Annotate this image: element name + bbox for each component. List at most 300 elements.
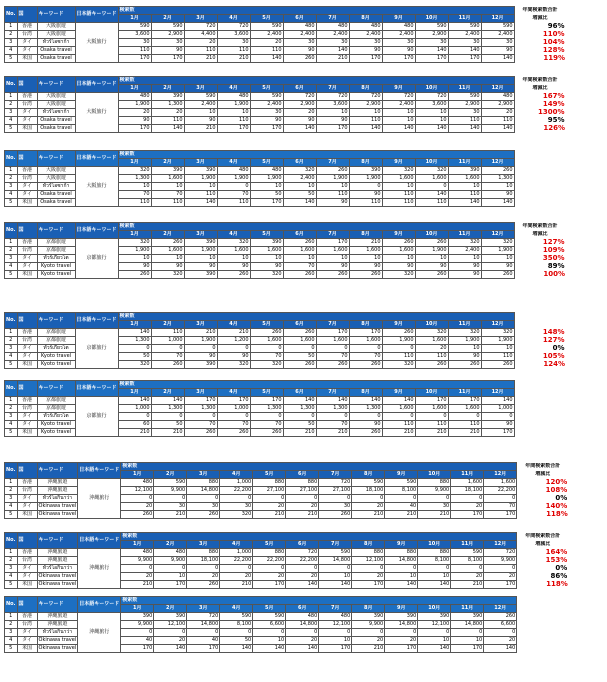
volume-cell: 590 [451,549,484,557]
jp-keyword-cell: 沖縄旅行 [78,549,121,589]
volume-cell: 720 [484,549,517,557]
volume-cell: 2,400 [349,31,382,39]
pct-cell [514,397,566,405]
volume-cell: 20 [286,503,319,511]
month-header: 9月 [385,541,418,549]
volume-cell: 90 [349,263,382,271]
volume-cell: 50 [250,191,283,199]
volume-cell: 90 [184,263,217,271]
volume-cell: 0 [286,565,319,573]
row-number: 4 [5,353,18,361]
pct-cell: 109% [542,246,565,254]
volume-cell: 40 [385,503,418,511]
volume-cell: 720 [283,93,316,101]
volume-cell: 90 [316,199,349,207]
volume-cell: 140 [118,397,151,405]
header-jp-keyword: 日本語キーワード [78,597,121,613]
country-cell: タイ [17,183,37,191]
month-header: 3月 [184,389,217,397]
volume-cell: 210 [220,581,253,589]
header-country: 国 [17,223,37,239]
volume-cell: 10 [382,109,415,117]
month-header: 8月 [352,605,385,613]
table-row [5,167,567,175]
keyword-cell: Okinawa travel [38,511,77,517]
volume-cell: 2,900 [283,101,316,109]
volume-cell: 0 [418,565,451,573]
keyword-cell: Osaka travel [37,47,75,55]
volume-cell: 90 [283,117,316,125]
volume-cell: 12,100 [418,621,451,629]
row-number: 3 [5,255,18,263]
volume-cell: 70 [217,421,250,429]
volume-cell: 10 [316,109,349,117]
volume-cell: 170 [118,55,151,63]
row-number: 1 [5,613,18,621]
volume-cell: 30 [250,109,283,117]
volume-cell: 170 [217,397,250,405]
jp-keyword-cell: 京都旅行 [75,239,118,279]
volume-cell: 720 [319,479,352,487]
volume-cell: 140 [184,199,217,207]
volume-cell: 210 [283,429,316,437]
volume-cell: 210 [154,511,187,519]
volume-cell: 170 [154,581,187,589]
volume-cell: 0 [250,413,283,421]
volume-cell: 170 [352,581,385,589]
volume-cell: 480 [481,93,514,101]
month-header: 11月 [448,321,481,329]
volume-cell: 170 [250,199,283,207]
volume-cell: 9,900 [154,487,187,495]
month-header: 12月 [484,605,517,613]
volume-cell: 1,600 [415,175,448,183]
volume-cell: 1,000 [220,479,253,487]
volume-cell: 30 [418,503,451,511]
country-cell: タイ [17,565,37,573]
month-header: 11月 [451,471,484,479]
header-pct-line1: 年間検索数合計 [514,223,566,231]
row-number: 3 [5,565,18,573]
volume-cell: 170 [451,511,484,519]
volume-cell: 260 [250,429,283,437]
keyword-cell: ทัวร์โอซาก้า [37,183,75,191]
month-header: 12月 [481,389,514,397]
row-number: 1 [5,239,18,247]
volume-cell: 110 [415,199,448,207]
volume-cell: 0 [484,629,517,637]
volume-cell: 170 [349,55,382,63]
month-header: 5月 [250,389,283,397]
volume-cell: 0 [121,629,154,637]
month-header: 2月 [151,231,184,239]
table-row [5,397,567,405]
month-header: 12月 [481,321,514,329]
volume-cell: 50 [283,353,316,361]
volume-cell: 320 [448,239,481,247]
data-table [4,380,567,437]
volume-cell: 260 [481,271,514,279]
volume-cell: 90 [184,353,217,361]
month-header: 8月 [349,321,382,329]
header-no: No. [5,151,18,167]
volume-cell: 70 [349,353,382,361]
keyword-cell: Kyoto travel [37,263,75,271]
volume-cell: 320 [481,239,514,247]
volume-cell: 22,200 [286,557,319,565]
pct-cell: 140% [545,502,568,510]
volume-cell: 2,400 [448,247,481,255]
month-header: 10月 [418,471,451,479]
volume-cell: 170 [253,581,286,589]
keyword-cell: 大阪旅遊 [37,23,75,31]
volume-cell: 1,300 [184,405,217,413]
row-number: 1 [5,397,18,405]
month-header: 1月 [118,85,151,93]
volume-cell: 260 [382,239,415,247]
header-no: No. [5,533,18,549]
header-no: No. [5,463,18,479]
country-cell: 香港 [17,329,37,337]
row-number: 2 [5,337,18,345]
pct-cell: 153% [545,556,568,564]
volume-cell: 210 [352,645,385,653]
volume-cell: 20 [220,573,253,581]
row-number: 5 [5,645,18,653]
pct-cell [517,613,569,621]
volume-cell: 90 [481,191,514,199]
volume-cell: 260 [283,329,316,337]
volume-cell: 170 [151,55,184,63]
volume-cell: 1,900 [316,175,349,183]
volume-cell: 1,600 [451,479,484,487]
volume-cell: 12,100 [352,557,385,565]
volume-cell: 480 [154,549,187,557]
month-header: 5月 [250,159,283,167]
volume-cell: 20 [121,503,154,511]
volume-cell: 260 [349,271,382,279]
keyword-cell: ทัวร์โอซาก้า [37,109,75,117]
volume-cell: 140 [286,645,319,653]
volume-cell: 90 [382,263,415,271]
pct-cell: 350% [542,254,565,262]
volume-cell: 140 [418,581,451,589]
volume-cell: 260 [415,361,448,369]
pct-cell: 118% [546,580,568,588]
keyword-cell: 大阪旅遊 [37,93,75,101]
header-jp-keyword: 日本語キーワード [75,223,118,239]
volume-cell: 390 [184,167,217,175]
volume-cell: 90 [151,263,184,271]
volume-cell: 10 [250,183,283,191]
month-header: 9月 [385,605,418,613]
volume-cell: 1,600 [382,247,415,255]
volume-cell: 140 [316,397,349,405]
volume-cell: 140 [283,125,316,133]
pct-cell: 96% [547,22,565,30]
volume-cell: 1,900 [217,101,250,109]
keyword-cell: 大阪旅遊 [37,101,75,109]
country-cell: タイ [17,47,37,55]
month-header: 10月 [415,15,448,23]
volume-cell: 40 [121,637,154,645]
table-row [5,613,569,621]
header-pct-line1 [517,597,569,605]
keyword-cell: 大阪旅遊 [37,31,75,39]
volume-cell: 110 [448,191,481,199]
header-no: No. [5,7,18,23]
volume-cell: 210 [352,511,385,519]
row-number: 1 [5,23,18,31]
volume-cell: 90 [349,421,382,429]
volume-cell: 0 [184,413,217,421]
keyword-cell: Osaka travel [37,117,75,125]
volume-cell: 9,900 [121,621,154,629]
volume-cell: 320 [217,239,250,247]
volume-cell: 0 [385,565,418,573]
volume-cell: 590 [448,23,481,31]
header-keyword: キーワード [37,463,78,479]
country-cell: 米国 [17,511,37,519]
volume-cell: 390 [184,239,217,247]
volume-cell: 260 [349,361,382,369]
row-number: 5 [5,511,18,519]
volume-cell: 1,900 [250,175,283,183]
volume-cell: 320 [481,329,514,337]
country-cell: タイ [17,39,37,47]
month-header: 2月 [151,321,184,329]
volume-cell: 1,600 [448,405,481,413]
volume-cell: 1,300 [250,405,283,413]
volume-cell: 880 [418,479,451,487]
volume-cell: 10 [184,109,217,117]
volume-cell: 10 [481,255,514,263]
keyword-cell: Osaka travel [37,199,75,207]
volume-cell: 10 [250,255,283,263]
volume-cell: 140 [484,645,517,653]
header-keyword: キーワード [37,313,75,329]
keyword-cell: 京都旅遊 [37,337,75,345]
month-header: 2月 [151,85,184,93]
volume-cell: 70 [316,421,349,429]
volume-cell: 20 [481,109,514,117]
volume-cell: 50 [283,421,316,429]
row-number: 5 [5,125,18,133]
volume-cell: 720 [286,549,319,557]
table-row [5,93,567,101]
month-header: 4月 [220,605,253,613]
month-header: 8月 [349,231,382,239]
month-header: 10月 [415,85,448,93]
volume-cell: 260 [121,511,154,519]
volume-cell: 880 [286,479,319,487]
country-cell: 台湾 [17,247,37,255]
header-keyword: キーワード [37,223,75,239]
volume-cell: 170 [385,645,418,653]
volume-cell: 0 [451,495,484,503]
volume-cell: 30 [154,503,187,511]
volume-cell: 0 [220,495,253,503]
volume-cell: 210 [415,429,448,437]
keyword-cell: 大阪旅遊 [37,175,75,183]
volume-cell: 390 [151,93,184,101]
pct-cell: 108% [545,486,568,494]
row-number: 2 [5,487,18,495]
volume-cell: 320 [217,361,250,369]
volume-cell: 10 [448,255,481,263]
header-pct-line2: 増減比 [517,471,569,479]
row-number: 2 [5,247,18,255]
volume-cell: 20 [286,637,319,645]
table-row [5,479,569,487]
keyword-cell: 沖縄旅遊 [37,487,78,495]
volume-cell: 30 [448,109,481,117]
volume-cell: 2,400 [250,101,283,109]
volume-cell: 90 [349,47,382,55]
volume-cell: 0 [448,413,481,421]
volume-cell: 1,600 [316,247,349,255]
volume-cell: 1,900 [217,175,250,183]
volume-cell: 90 [415,263,448,271]
volume-cell: 480 [316,23,349,31]
pct-cell [514,191,566,199]
volume-cell: 0 [118,413,151,421]
row-number: 4 [5,421,18,429]
volume-cell: 2,900 [448,101,481,109]
volume-cell: 0 [352,565,385,573]
country-cell: 台湾 [17,337,37,345]
volume-cell: 140 [250,55,283,63]
month-header: 1月 [118,15,151,23]
volume-cell: 2,400 [283,175,316,183]
volume-cell: 140 [415,47,448,55]
volume-cell: 320 [415,329,448,337]
volume-cell: 390 [385,613,418,621]
volume-cell: 140 [118,329,151,337]
volume-cell: 0 [151,413,184,421]
pct-cell: 100% [543,270,566,278]
keyword-cell: Kyoto travel [37,271,75,279]
keyword-cell: Okinawa travel [38,581,77,587]
month-header: 8月 [349,159,382,167]
volume-cell: 110 [250,47,283,55]
volume-cell: 390 [250,239,283,247]
keyword-cell: 京都旅遊 [37,397,75,405]
volume-cell: 260 [283,55,316,63]
volume-cell: 260 [415,271,448,279]
volume-cell: 110 [382,191,415,199]
volume-cell: 10 [448,345,481,353]
volume-cell: 140 [220,645,253,653]
volume-cell: 90 [481,47,514,55]
volume-cell: 210 [217,55,250,63]
volume-cell: 0 [184,345,217,353]
volume-cell: 170 [415,55,448,63]
volume-cell: 210 [184,125,217,133]
volume-cell: 110 [151,329,184,337]
volume-cell: 30 [349,39,382,47]
volume-cell: 590 [352,479,385,487]
volume-cell: 90 [316,263,349,271]
keyword-cell: ทัวร์เกียวโต [37,255,75,263]
row-number: 4 [5,263,18,271]
volume-cell: 10 [283,255,316,263]
volume-cell: 210 [451,581,484,589]
month-header: 6月 [283,231,316,239]
month-header: 12月 [481,231,514,239]
volume-cell: 140 [253,645,286,653]
volume-cell: 12,100 [319,621,352,629]
volume-cell: 3,600 [316,101,349,109]
month-header: 4月 [217,231,250,239]
volume-cell: 20 [286,573,319,581]
month-header: 4月 [217,159,250,167]
volume-cell: 22,200 [484,487,517,495]
volume-cell: 720 [187,613,220,621]
month-header: 4月 [220,471,253,479]
volume-cell: 720 [184,23,217,31]
volume-cell: 210 [184,55,217,63]
volume-cell: 210 [286,511,319,519]
keyword-cell: Okinawa travel [38,503,77,509]
volume-cell: 0 [154,629,187,637]
header-country: 国 [17,151,37,167]
header-jp-keyword: 日本語キーワード [75,381,118,397]
volume-cell: 0 [286,629,319,637]
month-header: 9月 [382,159,415,167]
volume-cell: 20 [121,573,154,581]
volume-cell: 390 [349,167,382,175]
pct-cell: 120% [545,478,568,486]
volume-cell: 2,900 [415,31,448,39]
volume-cell: 10 [319,637,352,645]
volume-cell: 170 [316,239,349,247]
volume-cell: 0 [217,345,250,353]
volume-cell: 1,600 [415,405,448,413]
volume-cell: 320 [118,239,151,247]
volume-cell: 260 [316,361,349,369]
keyword-cell: ทัวร์เกียวโต [37,345,75,353]
month-header: 2月 [154,541,187,549]
volume-cell: 0 [316,345,349,353]
country-cell: タイ [17,413,37,421]
row-number: 3 [5,109,18,117]
country-cell: 香港 [17,397,37,405]
month-header: 6月 [286,541,319,549]
pct-cell [517,637,569,645]
header-jp-keyword: 日本語キーワード [75,7,118,23]
volume-cell: 140 [349,397,382,405]
month-header: 3月 [184,231,217,239]
volume-cell: 18,100 [352,487,385,495]
volume-cell: 590 [385,479,418,487]
volume-cell: 30 [319,503,352,511]
volume-cell: 90 [481,263,514,271]
volume-cell: 110 [184,47,217,55]
header-volume: 検索数 [118,381,514,389]
data-table [4,6,567,63]
header-country: 国 [17,381,37,397]
month-header: 6月 [283,321,316,329]
header-pct-line2: 増減比 [514,15,566,23]
volume-cell: 170 [184,397,217,405]
volume-cell: 6,600 [484,621,517,629]
volume-cell: 140 [448,199,481,207]
volume-cell: 20 [118,109,151,117]
row-number: 4 [5,637,18,645]
month-header: 5月 [250,15,283,23]
pct-cell: 126% [543,124,566,132]
